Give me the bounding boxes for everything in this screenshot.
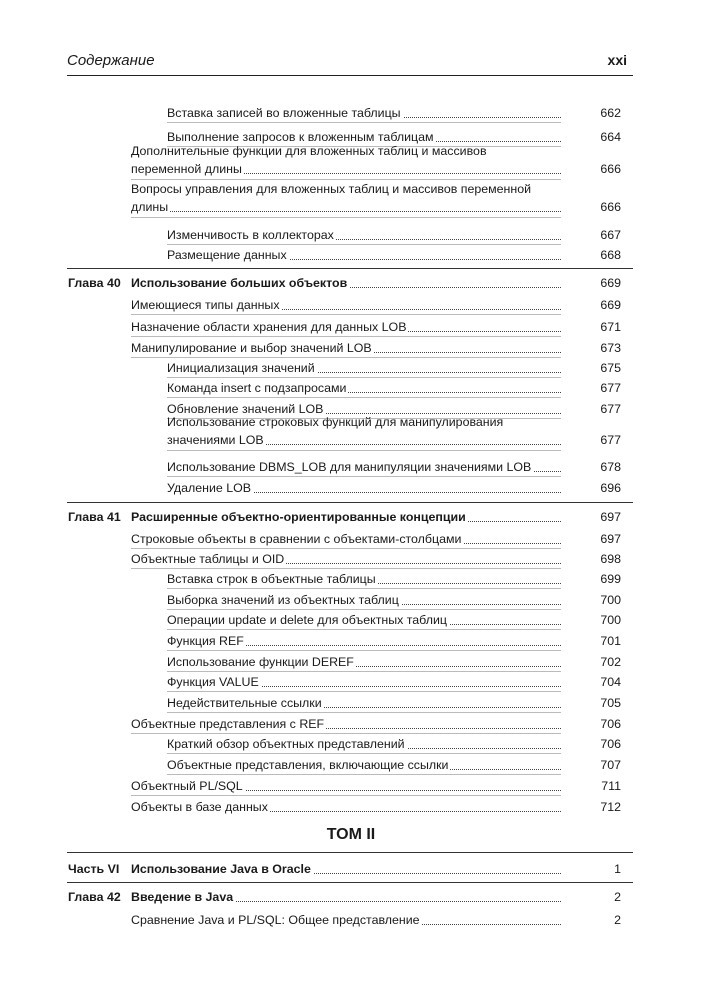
entry-title (167, 653, 561, 671)
entry-title (131, 180, 561, 216)
entry-title (167, 359, 561, 377)
entry-page-number: 697 (600, 532, 621, 546)
row-rule (167, 629, 561, 630)
row-rule (167, 450, 561, 451)
entry-page-number: 1 (614, 862, 621, 876)
entry-page-number: 666 (600, 200, 621, 214)
entry-title (167, 735, 561, 753)
entry-title (167, 694, 561, 712)
entry-title-text: Операции update и delete для объектных таблиц (167, 613, 447, 627)
entry-title-text: Инициализация значений (167, 361, 315, 375)
entry-title-text: Размещение данных (167, 248, 287, 262)
entry-page-number: 662 (600, 106, 621, 120)
entry-title (167, 611, 561, 629)
entry-title-text: Объектные таблицы и OID (131, 552, 285, 566)
entry-title-text: Функция VALUE (167, 675, 259, 689)
entry-title (167, 458, 561, 476)
entry-title-text: Использование больших объектов (131, 276, 348, 290)
entry-title-text: Функция REF (167, 634, 244, 648)
entry-title-text: Вставка записей во вложенные таблицы (167, 106, 401, 120)
entry-title (131, 339, 561, 357)
entry-title (167, 226, 561, 244)
row-rule (167, 588, 561, 589)
row-rule (131, 795, 561, 796)
entry-title (131, 860, 561, 878)
entry-title (167, 756, 561, 774)
entry-page-number: 697 (600, 510, 621, 524)
entry-page-number: 675 (600, 361, 621, 375)
entry-page-number: 704 (600, 675, 621, 689)
section-separator (67, 502, 633, 503)
entry-title-text: Изменчивость в коллекторах (167, 228, 334, 242)
header-title: Содержание (67, 52, 155, 69)
entry-title-line1: Вопросы управления для вложенных таблиц и массивов переменной (131, 182, 532, 196)
row-rule (131, 733, 561, 734)
entry-title-text: Краткий обзор объектных представлений (167, 737, 405, 751)
entry-title-text: Выборка значений из объектных таблиц (167, 593, 399, 607)
entry-page-number: 667 (600, 228, 621, 242)
entry-page-number: 702 (600, 655, 621, 669)
entry-page-number: 705 (600, 696, 621, 710)
entry-page-number: 2 (614, 913, 621, 927)
entry-page-number: 701 (600, 634, 621, 648)
row-rule (167, 671, 561, 672)
entry-title (167, 104, 561, 122)
entry-title-text: Назначение области хранения для данных LOB (131, 320, 407, 334)
entry-title (131, 318, 561, 336)
entry-title-text: Вставка строк в объектные таблицы (167, 572, 376, 586)
entry-page-number: 668 (600, 248, 621, 262)
row-rule (167, 397, 561, 398)
entry-title (131, 888, 561, 906)
section-separator (67, 882, 633, 883)
entry-page-number: 707 (600, 758, 621, 772)
header-page-number: xxi (607, 52, 627, 68)
entry-title-text: Команда insert с подзапросами (167, 381, 347, 395)
entry-title (131, 142, 561, 178)
row-rule (131, 357, 561, 358)
row-rule (167, 377, 561, 378)
entry-title (131, 530, 561, 548)
entry-title-text: Имеющиеся типы данных (131, 298, 280, 312)
row-rule (167, 244, 561, 245)
entry-page-number: 700 (600, 613, 621, 627)
row-rule (167, 691, 561, 692)
entry-title (167, 591, 561, 609)
entry-title (131, 911, 561, 929)
entry-title-text: Манипулирование и выбор значений LOB (131, 341, 372, 355)
row-rule (167, 122, 561, 123)
entry-title-line2: переменной длины (131, 162, 242, 176)
section-separator (67, 852, 633, 853)
chapter-label: Глава 41 (68, 510, 121, 524)
entry-page-number: 673 (600, 341, 621, 355)
entry-title-line2: длины (131, 200, 169, 214)
entry-page-number: 677 (600, 402, 621, 416)
row-rule (131, 217, 561, 218)
entry-page-number: 712 (600, 800, 621, 814)
row-rule (167, 650, 561, 651)
entry-title (167, 570, 561, 588)
row-rule (131, 548, 561, 549)
row-rule (131, 568, 561, 569)
entry-page-number: 669 (600, 276, 621, 290)
entry-page-number: 677 (600, 381, 621, 395)
entry-title (167, 479, 561, 497)
row-rule (167, 476, 561, 477)
entry-title (167, 246, 561, 264)
entry-title-line1: Дополнительные функции для вложенных таблиц и массивов (131, 144, 487, 158)
row-rule (167, 753, 561, 754)
entry-title-text: Введение в Java (131, 890, 234, 904)
entry-title (167, 673, 561, 691)
entry-title-text: Сравнение Java и PL/SQL: Общее представление (131, 913, 420, 927)
row-rule (167, 774, 561, 775)
entry-title-text: Расширенные объектно-ориентированные концепции (131, 510, 466, 524)
volume-title: ТОМ II (326, 826, 376, 843)
entry-title (131, 550, 561, 568)
header-rule (67, 75, 633, 76)
entry-page-number: 700 (600, 593, 621, 607)
leader-dots (131, 211, 561, 212)
entry-page-number: 698 (600, 552, 621, 566)
entry-title (131, 777, 561, 795)
row-rule (131, 314, 561, 315)
entry-title-text: Объекты в базе данных (131, 800, 268, 814)
entry-title-text: Удаление LOB (167, 481, 252, 495)
entry-title (167, 413, 561, 449)
entry-title (131, 715, 561, 733)
chapter-label: Глава 42 (68, 890, 121, 904)
row-rule (131, 336, 561, 337)
chapter-label: Глава 40 (68, 276, 121, 290)
entry-title-text: Объектные представления с REF (131, 717, 325, 731)
entry-title (131, 296, 561, 314)
entry-page-number: 666 (600, 162, 621, 176)
entry-title-text: Использование функции DEREF (167, 655, 354, 669)
entry-page-number: 706 (600, 717, 621, 731)
entry-page-number: 2 (614, 890, 621, 904)
entry-title (131, 274, 561, 292)
entry-page-number: 696 (600, 481, 621, 495)
entry-page-number: 706 (600, 737, 621, 751)
entry-title-text: Использование Java в Oracle (131, 862, 311, 876)
entry-title-text: Строковые объекты в сравнении с объектами-столбцами (131, 532, 462, 546)
entry-page-number: 678 (600, 460, 621, 474)
entry-title-text: Объектный PL/SQL (131, 779, 243, 793)
entry-title-text: Использование DBMS_LOB для манипуляции значениями LOB (167, 460, 532, 474)
entry-title-line1: Использование строковых функций для манипулирования (167, 415, 504, 429)
entry-page-number: 677 (600, 433, 621, 447)
entry-title (167, 379, 561, 397)
chapter-label: Часть VI (68, 862, 120, 876)
entry-page-number: 711 (601, 779, 621, 793)
section-separator (67, 268, 633, 269)
entry-page-number: 664 (600, 130, 621, 144)
entry-title (131, 798, 561, 816)
entry-title (131, 508, 561, 526)
entry-title-text: Выполнение запросов к вложенным таблицам (167, 130, 434, 144)
entry-title-text: Обновление значений LOB (167, 402, 324, 416)
entry-page-number: 699 (600, 572, 621, 586)
entry-title-text: Объектные представления, включающие ссылки (167, 758, 449, 772)
entry-title-text: Недействительные ссылки (167, 696, 322, 710)
entry-title (167, 632, 561, 650)
row-rule (167, 609, 561, 610)
entry-page-number: 671 (600, 320, 621, 334)
row-rule (167, 712, 561, 713)
entry-page-number: 669 (600, 298, 621, 312)
entry-title-line2: значениями LOB (167, 433, 264, 447)
